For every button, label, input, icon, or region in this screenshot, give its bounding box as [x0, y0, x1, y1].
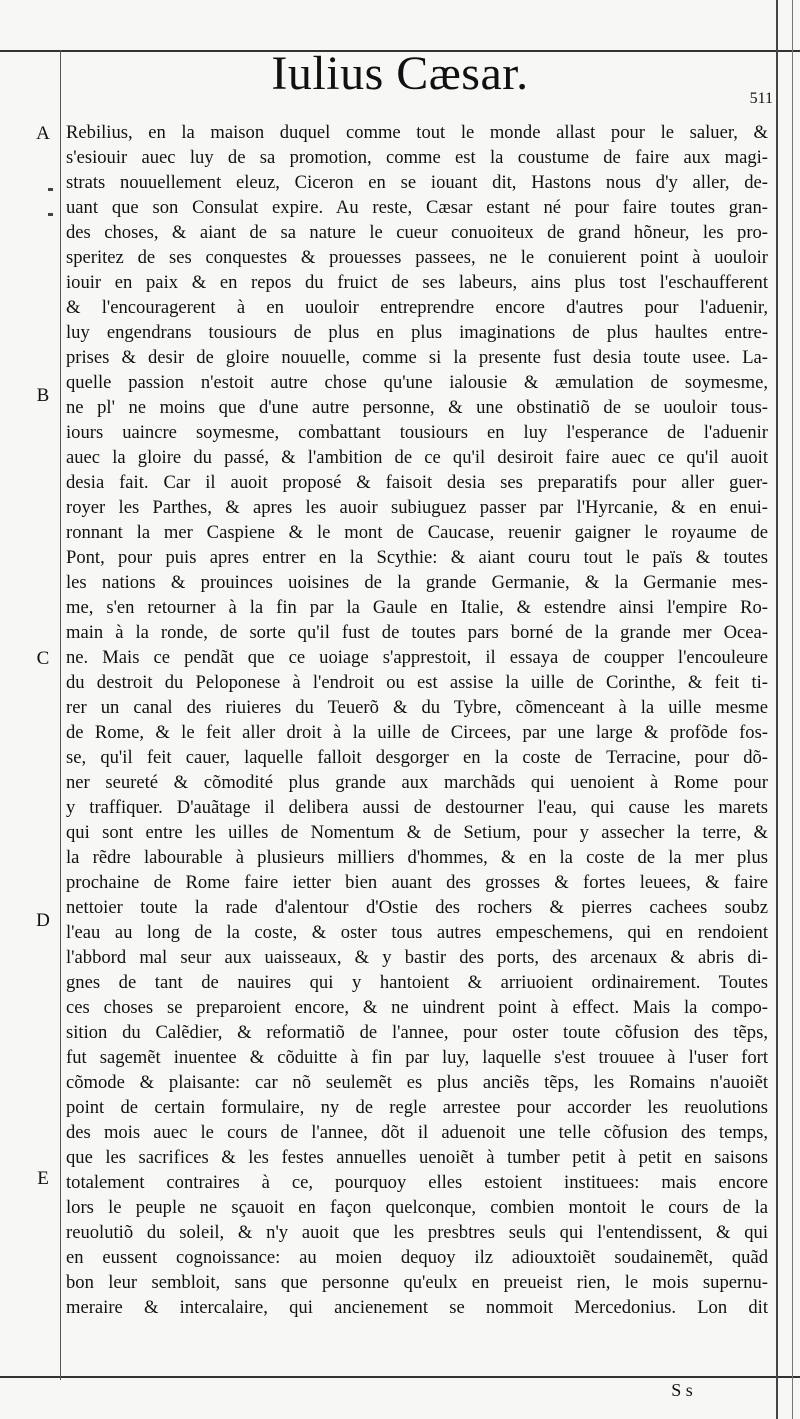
text-line: lors le peuple ne sçauoit en façon quelconque, combien montoit le cours de la [66, 1197, 768, 1218]
text-line: les nations & prouinces uoisines de la grande Germanie, & la Germanie mes- [66, 572, 768, 593]
text-line: Pont, pour puis apres entrer en la Scythie: & aiant couru tout le païs & toutes [66, 547, 768, 568]
text-line: luy engendrans tousiours de plus en plus imaginations de plus haultes entre- [66, 322, 768, 343]
text-line: quelle passion n'estoit autre chose qu'une ialousie & æmulation de soymesme, [66, 372, 768, 393]
text-line: point de certain formulaire, ny de regle arrestee pour accorder les reuolutions [66, 1097, 768, 1118]
text-line: meraire & intercalaire, qui ancienement se nommoit Mercedonius. Lon dit [66, 1297, 768, 1318]
body-text [66, 120, 768, 1320]
text-line: uant que son Consulat expire. Au reste, Cæsar estant né pour faire toutes gran- [66, 197, 768, 218]
right-edge-rule [792, 0, 793, 1419]
text-line: des mois auec le cours de l'annee, dõt il aduenoit une telle cõfusion des temps, [66, 1122, 768, 1143]
text-line: royer les Parthes, & apres les auoir subiuguez passer par l'Hyrcanie, & en enui- [66, 497, 768, 518]
text-line: cõmode & plaisante: car nõ seulemẽt es plus anciẽs tẽps, les Romains n'auoiẽt [66, 1072, 768, 1093]
text-line: sition du Calẽdier, & reformatiõ de l'annee, pour oster toute cõfusion des tẽps, [66, 1022, 768, 1043]
text-line: totalement contraires à ce, pourquoy elles estoient instituees: mais encore [66, 1172, 768, 1193]
margin-letter-d: D [36, 910, 50, 931]
text-line: strats nouuellement eleuz, Ciceron en se iouant dit, Hastons nous d'y aller, de- [66, 172, 768, 193]
text-line: en eussent cognoissance: au moien dequoy ilz adiouxtoiẽt soudainemẽt, quãd [66, 1247, 768, 1268]
text-line: ne pl' ne moins que d'une autre personne, & une obstinatiõ de se uouloir tous- [66, 397, 768, 418]
text-line: s'esiouir auec luy de sa promotion, comme est la coustume de faire aux magi- [66, 147, 768, 168]
text-line: & l'encouragerent à en uouloir entreprendre encore d'autres pour l'aduenir, [66, 297, 768, 318]
text-line: l'abbord mal seur aux uaisseaux, & y bastir des ports, des arcenaux & abris di- [66, 947, 768, 968]
text-line: desia fait. Car il auoit proposé & faisoit desia ses preparatifs pour aller guer- [66, 472, 768, 493]
text-line: speritez de ses conquestes & prouesses passees, ne le conuierent point à uouloir [66, 247, 768, 268]
text-line: me, s'en retourner à la fin par la Gaule en Italie, & estendre ainsi l'empire Ro- [66, 597, 768, 618]
signature-mark: S s [671, 1380, 693, 1400]
text-line: prises & desir de gloire nouuelle, comme si la presente fust desia toute usee. La- [66, 347, 768, 368]
text-line: que les sacrifices & les festes annuelles uenoiẽt à tumber petit à petit en saisons [66, 1147, 768, 1168]
text-line: nettoier toute la rade d'alentour d'Ostie des rochers & pierres cachees soubz [66, 897, 768, 918]
text-line: prochaine de Rome faire ietter bien auant des grosses & fortes leuees, & faire [66, 872, 768, 893]
text-line: main à la ronde, de sorte qu'il fust de toutes pars borné de la grande mer Ocea- [66, 622, 768, 643]
margin-letter-c: C [36, 648, 50, 669]
right-margin-rule [776, 0, 778, 1419]
text-line: reuolutiõ du soleil, & n'y auoit que les presbtres seuls qui l'entendissent, & qui [66, 1222, 768, 1243]
text-line: ner seureté & cõmodité plus grande aux marchãds qui uenoient à Rome pour [66, 772, 768, 793]
text-line: de Rome, & le feit aller droit à la uille de Circees, par une large & profõde fos- [66, 722, 768, 743]
text-line: des choses, & aiant de sa nature le cueur conuoiteux de grand hõneur, les pro- [66, 222, 768, 243]
running-title: Iulius Cæsar. [271, 47, 529, 100]
margin-letter-b: B [36, 385, 50, 406]
text-line: fut sagemẽt inuentee & cõduitte à fin par luy, laquelle s'est trouuee à l'user fort [66, 1047, 768, 1068]
text-line: ronnant la mer Caspiene & le mont de Caucase, reuenir gaigner le royaume de [66, 522, 768, 543]
text-line: iours uaincre soymesme, combattant tousiours en luy l'esperance de l'aduenir [66, 422, 768, 443]
margin-letter-a: A [36, 123, 50, 144]
ink-speck [48, 213, 53, 216]
text-line: ces choses se preparoient encore, & ne uindrent point à effect. Mais la compo- [66, 997, 768, 1018]
text-line: se, qu'il feit cauer, laquelle falloit desgorger en la coste de Terracine, pour dõ- [66, 747, 768, 768]
text-line: bon leur sembloit, sans que personne qu'eulx en preueist rien, le mois supernu- [66, 1272, 768, 1293]
text-line: qui sont entre les uilles de Nomentum & de Setium, pour y assecher la terre, & [66, 822, 768, 843]
text-line: ne. Mais ce pendãt que ce uoiage s'apprestoit, il essaya de coupper l'encouleure [66, 647, 768, 668]
text-line: rer un canal des riuieres du Teuerõ & du Tybre, cõmenceant à la uille mesme [66, 697, 768, 718]
text-line: Rebilius, en la maison duquel comme tout le monde allast pour le saluer, & [66, 122, 768, 143]
left-margin-rule [60, 50, 61, 1380]
text-line: y traffiquer. D'auãtage il delibera aussi de destourner l'eau, qui cause les marets [66, 797, 768, 818]
text-line: l'eau au long de la coste, & oster tous autres empeschemens, qui en rendoient [66, 922, 768, 943]
text-line: iouir en paix & en repos du fruict de ses labeurs, ains plus tost l'eschaufferent [66, 272, 768, 293]
text-line: du destroit du Peloponese à l'endroit ou est assise la uille de Corinthe, & feit ti- [66, 672, 768, 693]
text-line: auec la gloire du passé, & l'ambition de ce qu'il desiroit faire auec ce qu'il auoit [66, 447, 768, 468]
text-line: la rẽdre labourable à plusieurs milliers d'hommes, & en la coste de la mer plus [66, 847, 768, 868]
bottom-rule [0, 1376, 800, 1378]
page-number: 511 [749, 90, 773, 107]
ink-speck [48, 188, 53, 191]
margin-letter-e: E [37, 1168, 49, 1189]
text-line: gnes de tant de nauires qui y hantoient & arriuoient ordinairement. Toutes [66, 972, 768, 993]
